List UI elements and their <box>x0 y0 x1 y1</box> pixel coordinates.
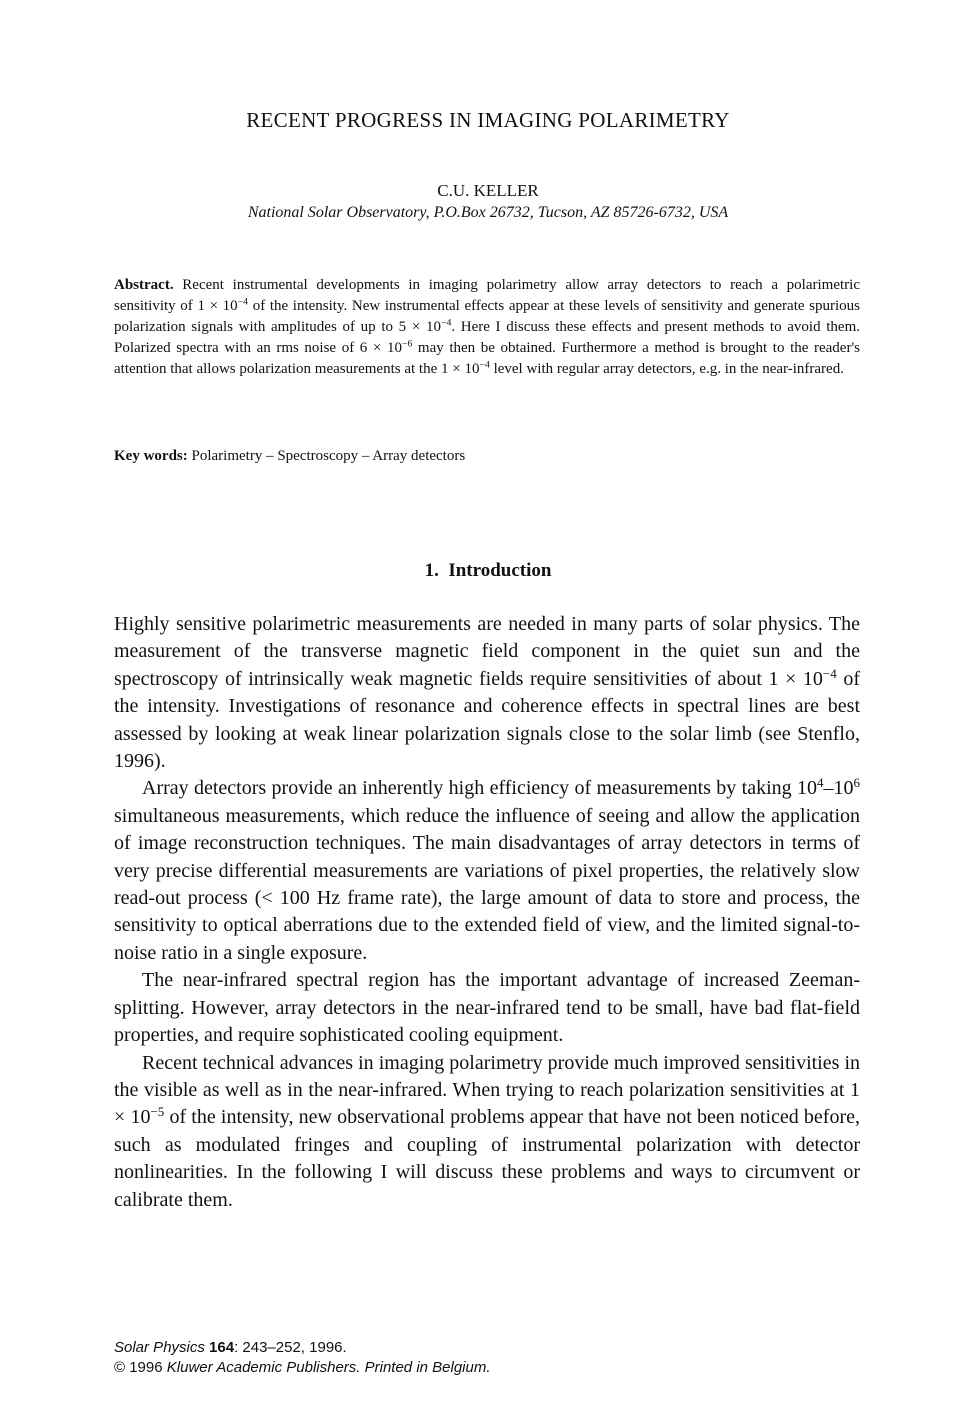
section-heading <box>0 560 976 582</box>
paragraph-text: –10 <box>823 777 854 800</box>
journal-volume: 164 <box>209 1339 235 1356</box>
exponent: 4 <box>817 775 824 791</box>
paragraph-text: of the intensity, new observational problems appear that have not been noticed before, such as modulated fringes and coupling of instrumental polarization with detector nonlinearities. In the following I will discuss these problems and ways to circumvent or calibrate them. <box>114 1106 860 1211</box>
paragraph-text: Array detectors provide an inherently high efficiency of measurements by taking 10 <box>142 777 817 800</box>
exponent: −5 <box>150 1104 165 1120</box>
abstract-text: . Here I discuss these effects and present methods to avoid them. Polarized spectra with an rms noise of 6 × 10 <box>114 319 860 356</box>
publisher-name: Kluwer Academic Publishers. Printed in Belgium. <box>166 1359 491 1376</box>
copyright-line <box>114 1358 491 1378</box>
abstract-exponent: −4 <box>479 359 490 371</box>
paragraph <box>114 1050 860 1214</box>
paragraph <box>114 611 860 775</box>
paragraph <box>114 775 860 967</box>
exponent: 6 <box>853 775 860 791</box>
paragraph-text: simultaneous measurements, which reduce the influence of seeing and allow the application of image reconstruction techniques. The main disadvantages of array detectors in terms of very precise differential measurements are variations of pixel properties, the relatively slow read-out process (< 100 Hz frame rate), the large amount of data to store and process, the sensitivity to optical aberrations due to the extended field of view, and the limited signal-to-noise ratio in a single exposure. <box>114 804 860 964</box>
abstract-text: level with regular array detectors, e.g. in the near-infrared. <box>489 361 844 377</box>
abstract-text: Recent instrumental developments in imaging polarimetry allow array detectors to reach a polarimetric sensitivity of 1 × 10 <box>114 277 860 314</box>
journal-citation <box>114 1338 491 1358</box>
abstract-label: Abstract. <box>114 277 174 293</box>
keywords-text: Polarimetry – Spectroscopy – Array detectors <box>187 448 466 464</box>
publication-footer <box>114 1338 491 1378</box>
author-name: C.U. KELLER <box>437 181 539 200</box>
paragraph <box>114 967 860 1049</box>
abstract-text: may then be obtained. Furthermore a method is brought to the reader's attention that allows polarization measurements at the 1 × 10 <box>114 340 860 377</box>
abstract-exponent: −4 <box>440 317 452 329</box>
paragraph-text: The near-infrared spectral region has the important advantage of increased Zeeman-splitting. However, array detectors in the near-infrared tend to be small, have bad flat-field properties, and require sophisticated cooling equipment. <box>114 969 860 1047</box>
journal-name: Solar Physics <box>114 1339 205 1356</box>
paragraph-text: Highly sensitive polarimetric measurements are needed in many parts of solar physics. The measurement of the transverse magnetic field component in the quiet sun and the spectroscopy of intrinsically weak magnetic fields require sensitivities of about 1 × 10 <box>114 613 860 690</box>
paragraph-text: Recent technical advances in imaging polarimetry provide much improved sensitivities in the visible as well as in the near-infrared. When trying to reach polarization sensitivities at 1 × 10 <box>114 1051 860 1129</box>
author-affiliation: National Solar Observatory, P.O.Box 26732, Tucson, AZ 85726-6732, USA <box>247 204 729 221</box>
exponent: −4 <box>822 665 837 681</box>
keywords <box>114 446 860 467</box>
abstract-exponent: −4 <box>237 296 249 308</box>
abstract-text: of the intensity. New instrumental effects appear at these levels of sensitivity and generate spurious polarization signals with amplitudes of up to 5 × 10 <box>114 298 860 335</box>
copyright-symbol: © 1996 <box>114 1359 167 1376</box>
body-text <box>114 611 860 1214</box>
section-title: Introduction <box>448 560 552 581</box>
paragraph-text: of the intensity. Investigations of resonance and coherence effects in spectral lines are best assessed by looking at weak linear polarization signals close to the solar limb (see Stenflo, 1996). <box>114 667 860 773</box>
abstract <box>114 275 860 380</box>
paper-title: RECENT PROGRESS IN IMAGING POLARIMETRY <box>246 108 730 132</box>
abstract-exponent: −6 <box>401 338 413 350</box>
journal-pages: : 243–252, 1996. <box>234 1339 347 1356</box>
keywords-label: Key words: <box>114 448 188 464</box>
section-number: 1. <box>424 560 439 581</box>
